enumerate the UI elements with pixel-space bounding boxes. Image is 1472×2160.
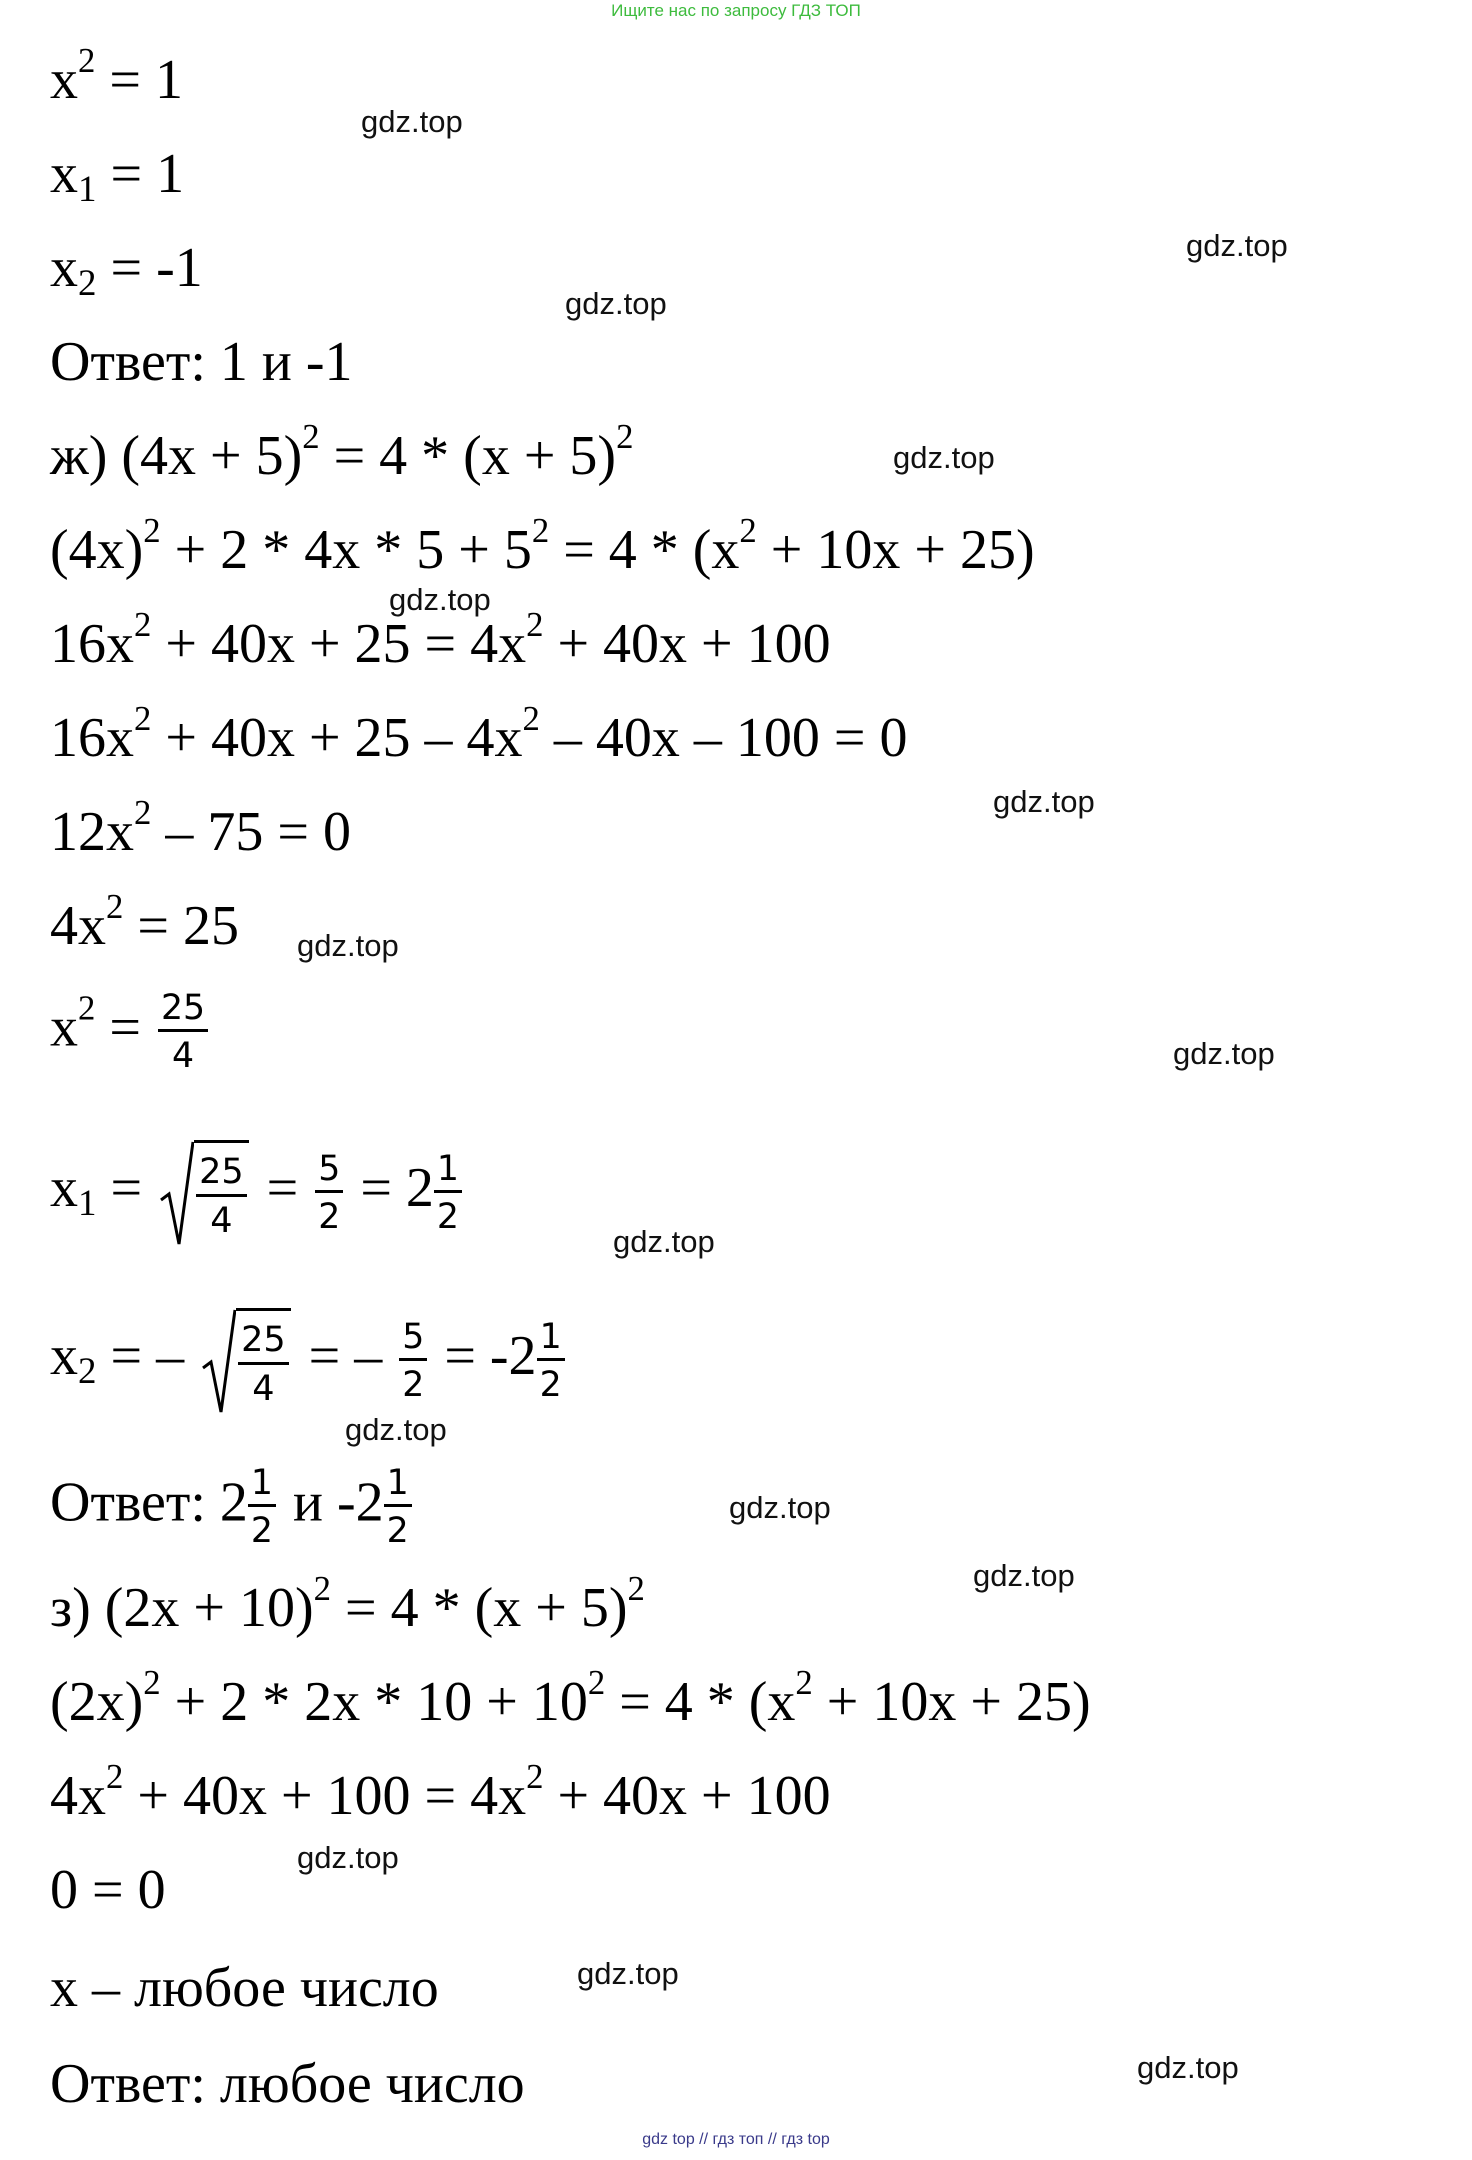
root-x1: $x_1 = 1$ [50,143,185,210]
fraction-1-over-2: $\frac{1}{2}$ [384,1465,412,1550]
zh-step7: $x^2$ = $\frac{25}{4}$ [50,990,211,1075]
watermark: gdz.top [565,286,667,321]
watermark: gdz.top [389,582,491,617]
footer-links [0,2131,1472,2149]
search-hint-link[interactable]: Ищите нас по запросу ГДЗ ТОП [611,1,861,20]
footer-separator: // [699,2131,709,2148]
zh-root-x1: $x_1$ = $\frac{25}{4}$ = $\frac{5}{2}$ = 2 $\frac{1}{2}$ [50,1140,465,1246]
answer-e: Ответ: 1 и -1 [50,331,353,393]
zh-step1: ж) $(4x + 5)^2 = 4 * (x + 5)^2$ [50,416,634,487]
watermark: gdz.top [297,1840,399,1875]
zh-step2: $(4x)^2 + 2 * 4x * 5 + 5^2 = 4 * (x^2 + 10x + 25)$ [50,510,1035,581]
fraction-5-over-2: $\frac{5}{2}$ [399,1319,427,1404]
footer-link[interactable]: gdz top [642,2131,695,2148]
square-root: $\frac{25}{4}$ [202,1308,291,1414]
zh-step5: $12x^2 - 75 = 0$ [50,792,351,863]
z-step4: 0 = 0 [50,1859,166,1921]
root-x2: $x_2 = -1$ [50,237,203,304]
equation-x-squared: $x^2 = 1$ [50,40,183,111]
z-step2: $(2x)^2 + 2 * 2x * 10 + 10^2 = 4 * (x^2 + 10x + 25)$ [50,1662,1091,1733]
z-step3: $4x^2 + 40x + 100 = 4x^2 + 40x + 100$ [50,1756,831,1827]
z-step1: з) $(2x + 10)^2 = 4 * (x + 5)^2$ [50,1568,645,1639]
footer-link[interactable]: гдз топ [712,2131,764,2148]
watermark: gdz.top [1137,2050,1239,2085]
watermark: gdz.top [345,1412,447,1447]
watermark: gdz.top [993,784,1095,819]
fraction-1-over-2: $\frac{1}{2}$ [248,1465,276,1550]
fraction-1-over-2: $\frac{1}{2}$ [434,1151,462,1236]
watermark: gdz.top [297,928,399,963]
watermark: gdz.top [1186,228,1288,263]
footer-link[interactable]: гдз top [781,2131,830,2148]
watermark: gdz.top [729,1490,831,1525]
answer-z: Ответ: любое число [50,2053,525,2115]
fraction-1-over-2: $\frac{1}{2}$ [537,1319,565,1404]
watermark: gdz.top [1173,1036,1275,1071]
zh-step3: $16x^2 + 40x + 25 = 4x^2 + 40x + 100$ [50,604,831,675]
watermark: gdz.top [613,1224,715,1259]
watermark: gdz.top [577,1956,679,1991]
zh-root-x2: $x_2$ = – $\frac{25}{4}$ = – $\frac{5}{2}$ = -2 $\frac{1}{2}$ [50,1308,568,1414]
answer-zh: Ответ: 2 $\frac{1}{2}$ и -2 $\frac{1}{2}$ [50,1465,415,1550]
zh-step6: $4x^2 = 25$ [50,886,239,957]
footer-separator: // [767,2131,777,2148]
fraction-25-over-4: $\frac{25}{4}$ [158,990,208,1075]
square-root: $\frac{25}{4}$ [160,1140,249,1246]
watermark: gdz.top [361,104,463,139]
watermark: gdz.top [893,440,995,475]
z-step5: x – любое число [50,1957,439,2019]
zh-step4: $16x^2 + 40x + 25 - 4x^2 - 40x - 100 = 0$ [50,698,908,769]
watermark: gdz.top [973,1558,1075,1593]
fraction-5-over-2: $\frac{5}{2}$ [315,1151,343,1236]
